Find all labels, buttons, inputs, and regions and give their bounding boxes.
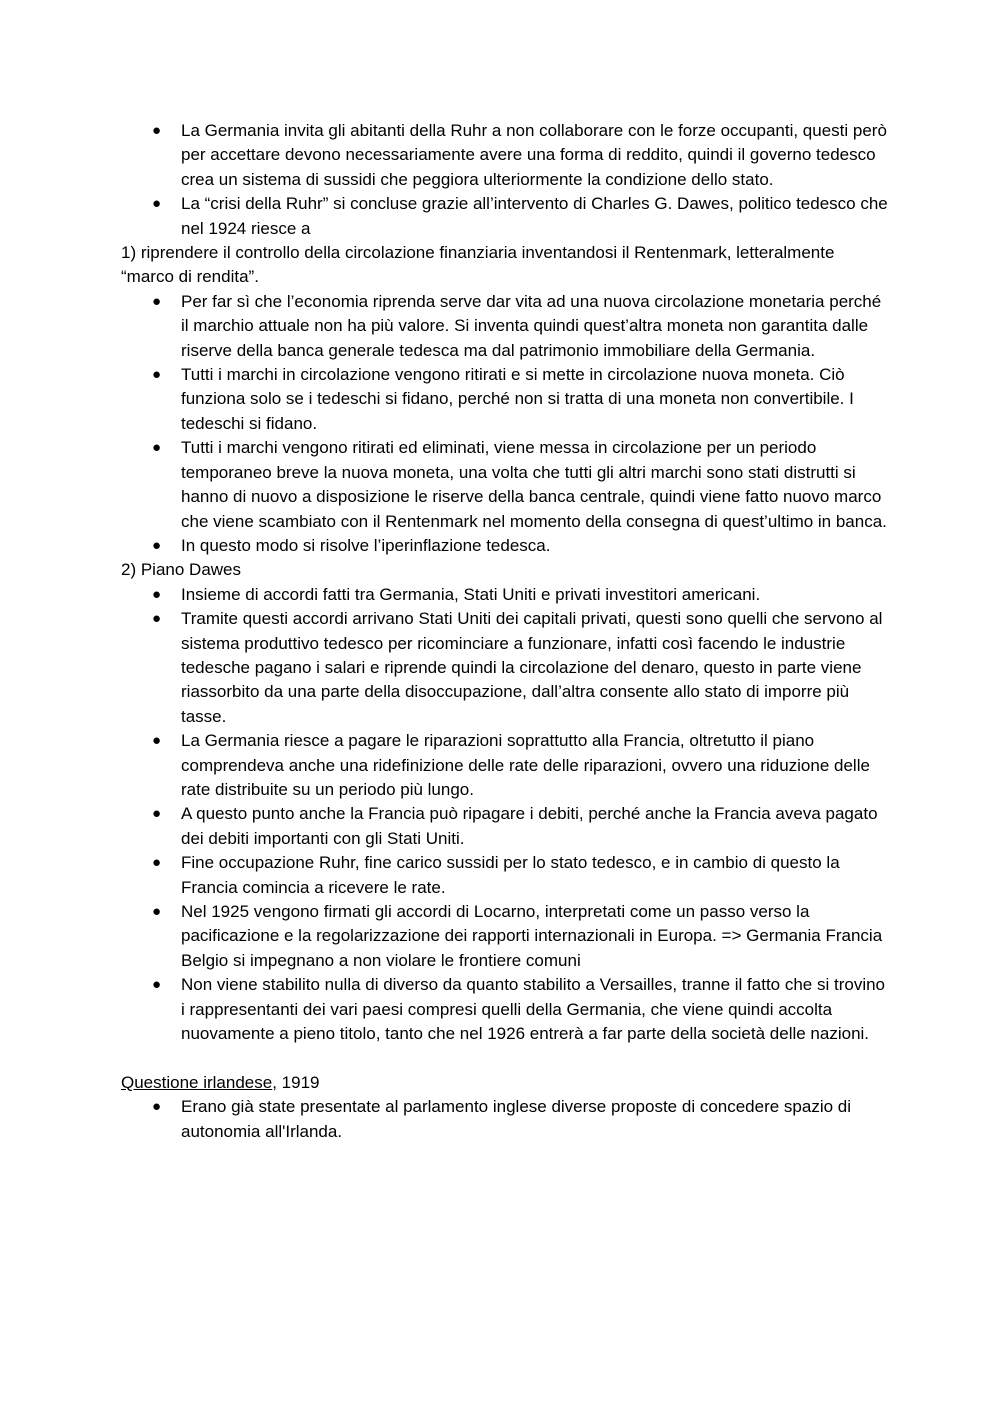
bullet-icon: ● <box>152 536 162 554</box>
list-item <box>152 973 891 1046</box>
list-item <box>152 363 891 436</box>
point-one-paragraph: 1) riprendere il controllo della circolazione finanziaria inventandosi il Rentenmark, letteralmente “marco di rendita”. <box>121 243 835 287</box>
bullet-icon: ● <box>152 585 162 603</box>
document-page <box>121 119 891 1144</box>
list-item-text: Nel 1925 vengono firmati gli accordi di Locarno, interpretati come un passo verso la pacificazione e la regolarizzazione dei rapporti internazionali in Europa. => Germania Francia Belgio si impegnano a non violare le frontiere comuni <box>181 902 883 970</box>
list-item-text: A questo punto anche la Francia può ripagare i debiti, perché anche la Francia aveva pagato dei debiti importanti con gli Stati Uniti. <box>181 804 878 848</box>
section-heading <box>121 1071 891 1095</box>
list-item-text: Tutti i marchi vengono ritirati ed eliminati, viene messa in circolazione per un periodo temporaneo breve la nuova moneta, una volta che tutti gli altri marchi sono stati distrutti si hanno di nuovo a disposizione le riserve della banca centrale, quindi viene fatto nuovo marco che viene scambiato con il Rentenmark nel momento della consegna di quest’ultimo in banca. <box>181 438 887 531</box>
bullet-icon: ● <box>152 366 162 384</box>
bullet-icon: ● <box>152 195 162 213</box>
list-item <box>152 851 891 900</box>
list-item <box>152 192 891 241</box>
list-item <box>152 290 891 363</box>
section-title-suffix: , 1919 <box>272 1072 320 1092</box>
bullet-icon: ● <box>152 439 162 457</box>
bullet-icon: ● <box>152 903 162 920</box>
list-item-text: La Germania invita gli abitanti della Ruhr a non collaborare con le forze occupanti, questi però per accettare devono necessariamente avere una forma di reddito, quindi il governo tedesco crea un sistema di sussidi che peggiora ulteriormente la condizione dello stato. <box>181 121 887 189</box>
list-item-text: In questo modo si risolve l’iperinflazione tedesca. <box>181 535 551 555</box>
bullet-list-dawes-plan <box>121 583 891 1047</box>
list-item <box>152 900 891 973</box>
list-item <box>152 607 891 729</box>
blank-line <box>121 1046 891 1070</box>
list-item-text: Fine occupazione Ruhr, fine carico sussidi per lo stato tedesco, e in cambio di questo la Francia comincia a ricevere le rate. <box>181 853 840 897</box>
list-item <box>152 1095 891 1144</box>
list-item <box>152 534 891 558</box>
list-item-text: Tutti i marchi in circolazione vengono ritirati e si mette in circolazione nuova moneta. Ciò funziona solo se i tedeschi si fidano, perché non si tratta di una moneta non convertibile. I tedeschi si fidano. <box>181 365 854 433</box>
bullet-icon: ● <box>152 805 162 823</box>
section-title: Questione irlandese <box>121 1072 273 1092</box>
bullet-icon: ● <box>152 610 162 628</box>
bullet-list-rentenmark <box>121 290 891 558</box>
bullet-icon: ● <box>152 976 162 994</box>
bullet-icon: ● <box>152 292 162 310</box>
list-item <box>152 729 891 802</box>
list-item-text: Non viene stabilito nulla di diverso da quanto stabilito a Versailles, tranne il fatto che si trovino i rappresentanti dei vari paesi compresi quelli della Germania, che viene quindi accolta nuovamente a pieno titolo, tanto che nel 1926 entrerà a far parte della società delle nazioni. <box>181 975 886 1044</box>
bullet-icon: ● <box>152 854 162 872</box>
bullet-list-ruhr <box>121 119 891 241</box>
bullet-icon: ● <box>152 122 162 139</box>
bullet-icon: ● <box>152 732 162 750</box>
list-item-text: Insieme di accordi fatti tra Germania, Stati Uniti e privati investitori americani. <box>181 584 761 604</box>
list-item <box>152 119 891 192</box>
list-item <box>152 583 891 607</box>
list-item-text: La Germania riesce a pagare le riparazioni soprattutto alla Francia, oltretutto il piano comprendeva anche una ridefinizione delle rate delle riparazioni, ovvero una riduzione delle rate distribuite su un periodo più lungo. <box>181 731 870 799</box>
list-item-text: Tramite questi accordi arrivano Stati Uniti dei capitali privati, questi sono quelli che servono al sistema produttivo tedesco per ricominciare a funzionare, infatti così facendo le industrie tedesche pagano i salari e riprende quindi la circolazione del denaro, questo in parte viene riassorbito da una parte della disoccupazione, dall’altra consente allo stato di imporre più tasse. <box>181 609 883 726</box>
list-item <box>152 802 891 851</box>
list-item <box>152 436 891 534</box>
bullet-icon: ● <box>152 1098 162 1116</box>
list-item-text: La “crisi della Ruhr” si concluse grazie all’intervento di Charles G. Dawes, politico tedesco che nel 1924 riesce a <box>181 194 888 238</box>
list-item-text: Erano già state presentate al parlamento inglese diverse proposte di concedere spazio di autonomia all'Irlanda. <box>181 1097 852 1141</box>
list-item-text: Per far sì che l’economia riprenda serve dar vita ad una nuova circolazione monetaria perché il marchio attuale non ha più valore. Si inventa quindi quest’altra moneta non garantita dalle riserve della banca generale tedesca ma dal patrimonio immobiliare della Germania. <box>181 291 882 360</box>
point-two-paragraph: 2) Piano Dawes <box>121 560 242 580</box>
bullet-list-irish-question <box>121 1095 891 1144</box>
